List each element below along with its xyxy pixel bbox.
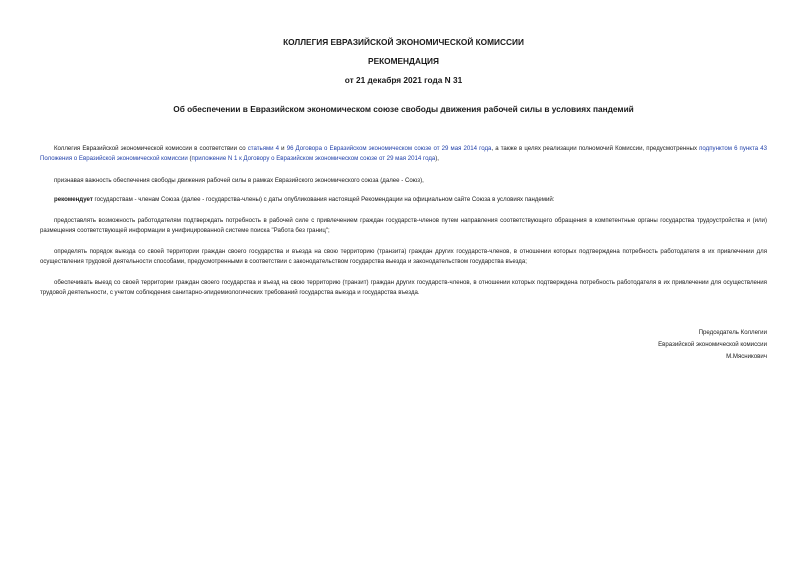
paragraph-text: государствам - членам Союза (далее - государства-члены) с даты опубликования настоящей Рекомендации на официальном сайте Союза в условиях пандемий: xyxy=(92,196,555,203)
signature-organization: Евразийской экономической комиссии xyxy=(658,341,767,348)
paragraph-recognizing: признавая важность обеспечения свободы движения рабочей силы в рамках Евразийского экономического союза (далее - Союз), xyxy=(54,177,424,184)
paragraph-text: , а также в целях реализации полномочий Комиссии, предусмотренных xyxy=(491,145,700,152)
document-date-number: от 21 декабря 2021 года N 31 xyxy=(344,75,463,85)
paragraph-text: ), xyxy=(435,154,439,162)
organization-heading: КОЛЛЕГИЯ ЕВРАЗИЙСКОЙ ЭКОНОМИЧЕСКОЙ КОМИССИИ xyxy=(283,37,524,47)
paragraph-recommends xyxy=(40,195,767,205)
link-treaty-article-96[interactable]: 96 Договора о Евразийском экономическом союзе от 29 мая 2014 года xyxy=(286,145,492,152)
signature-position: Председатель Коллегии xyxy=(698,329,767,336)
paragraph-item-3: обеспечивать выезд со своей территории граждан своего государства и въезд на свою территорию (транзит) граждан других государств-членов, в отношении которых подтверждена потребность работодателя в их привлечении для осуществления трудовой деятельности, с учетом соблюдения санитарно-эпидемиологических требований государства выезда и государства въезда. xyxy=(40,279,767,296)
recommends-keyword: рекомендует xyxy=(54,196,93,203)
paragraph-item-2: определять порядок выезда со своей территории граждан своего государства и въезда на свою территорию (транзита) граждан других государств-членов, в отношении которых подтверждена потребность работодателя в их привлечении для осуществления трудовой деятельности способами, предусмотренными в соответствии с законодательством государства выезда и законодательством государства въезда; xyxy=(40,248,767,265)
link-commission-regulation[interactable]: подпунктом 6 пункта 43 Положения о Евразийской экономической комиссии xyxy=(40,145,767,162)
paragraph-text: ( xyxy=(187,154,192,162)
document-type-heading: РЕКОМЕНДАЦИЯ xyxy=(368,56,439,66)
link-treaty-annex-1[interactable]: приложение N 1 к Договору о Евразийском экономическом союзе от 29 мая 2014 года xyxy=(191,154,436,162)
paragraph-preamble xyxy=(40,144,767,163)
paragraph-item-1: предоставлять возможность работодателям подтверждать потребность в рабочей силе с привлечением граждан государств-членов путем направления соответствующего обращения в компетентные органы государства трудоустройства и (или) размещения соответствующей информации в унифицированной системе поиска "Работа без границ"; xyxy=(40,217,767,234)
paragraph-text: и xyxy=(279,145,287,152)
signature-name: М.Мясникович xyxy=(726,353,767,360)
document-title: Об обеспечении в Евразийском экономическом союзе свободы движения рабочей силы в условиях пандемий xyxy=(173,104,634,114)
paragraph-text: Коллегия Евразийской экономической комиссии в соответствии со xyxy=(54,145,248,152)
link-article-4[interactable]: статьями 4 xyxy=(247,145,280,152)
